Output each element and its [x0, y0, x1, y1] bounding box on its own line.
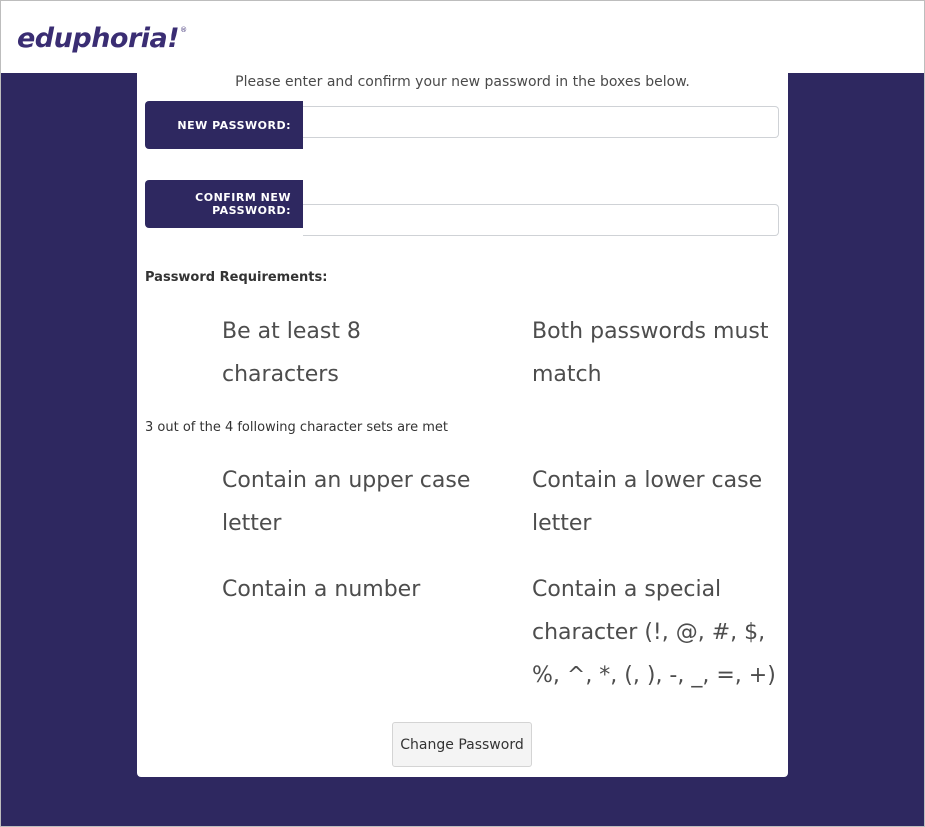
change-password-card: [137, 73, 788, 777]
confirm-password-label-line2: PASSWORD:: [212, 204, 291, 217]
requirement-passwords-match: Both passwords must match: [532, 319, 769, 387]
top-header: [1, 1, 924, 73]
instructions-text: Please enter and confirm your new password in the boxes below.: [235, 74, 690, 90]
new-password-input[interactable]: [303, 106, 779, 138]
character-sets-note: 3 out of the 4 following character sets are met: [145, 420, 449, 435]
requirements-heading: Password Requirements:: [145, 270, 328, 285]
requirement-number: Contain a number: [222, 577, 421, 602]
requirement-lower-case: Contain a lower case letter: [532, 468, 763, 536]
requirement-special-character: Contain a special character (!, @, #, $, %, ^, *, (, ), -, _, =, +): [532, 577, 776, 688]
eduphoria-logo[interactable]: [17, 25, 187, 52]
logo-text: eduphoria!: [17, 23, 180, 54]
new-password-label: [145, 101, 303, 149]
new-password-label-text: NEW PASSWORD:: [177, 118, 291, 132]
confirm-password-label-line1: CONFIRM NEW: [195, 191, 291, 204]
change-password-button[interactable]: Change Password: [392, 722, 532, 767]
requirement-upper-case: Contain an upper case letter: [222, 468, 471, 536]
registered-mark: ®: [180, 26, 187, 34]
confirm-password-label: [145, 180, 303, 228]
requirement-min-length: Be at least 8 characters: [222, 319, 361, 387]
confirm-password-input[interactable]: [303, 204, 779, 236]
